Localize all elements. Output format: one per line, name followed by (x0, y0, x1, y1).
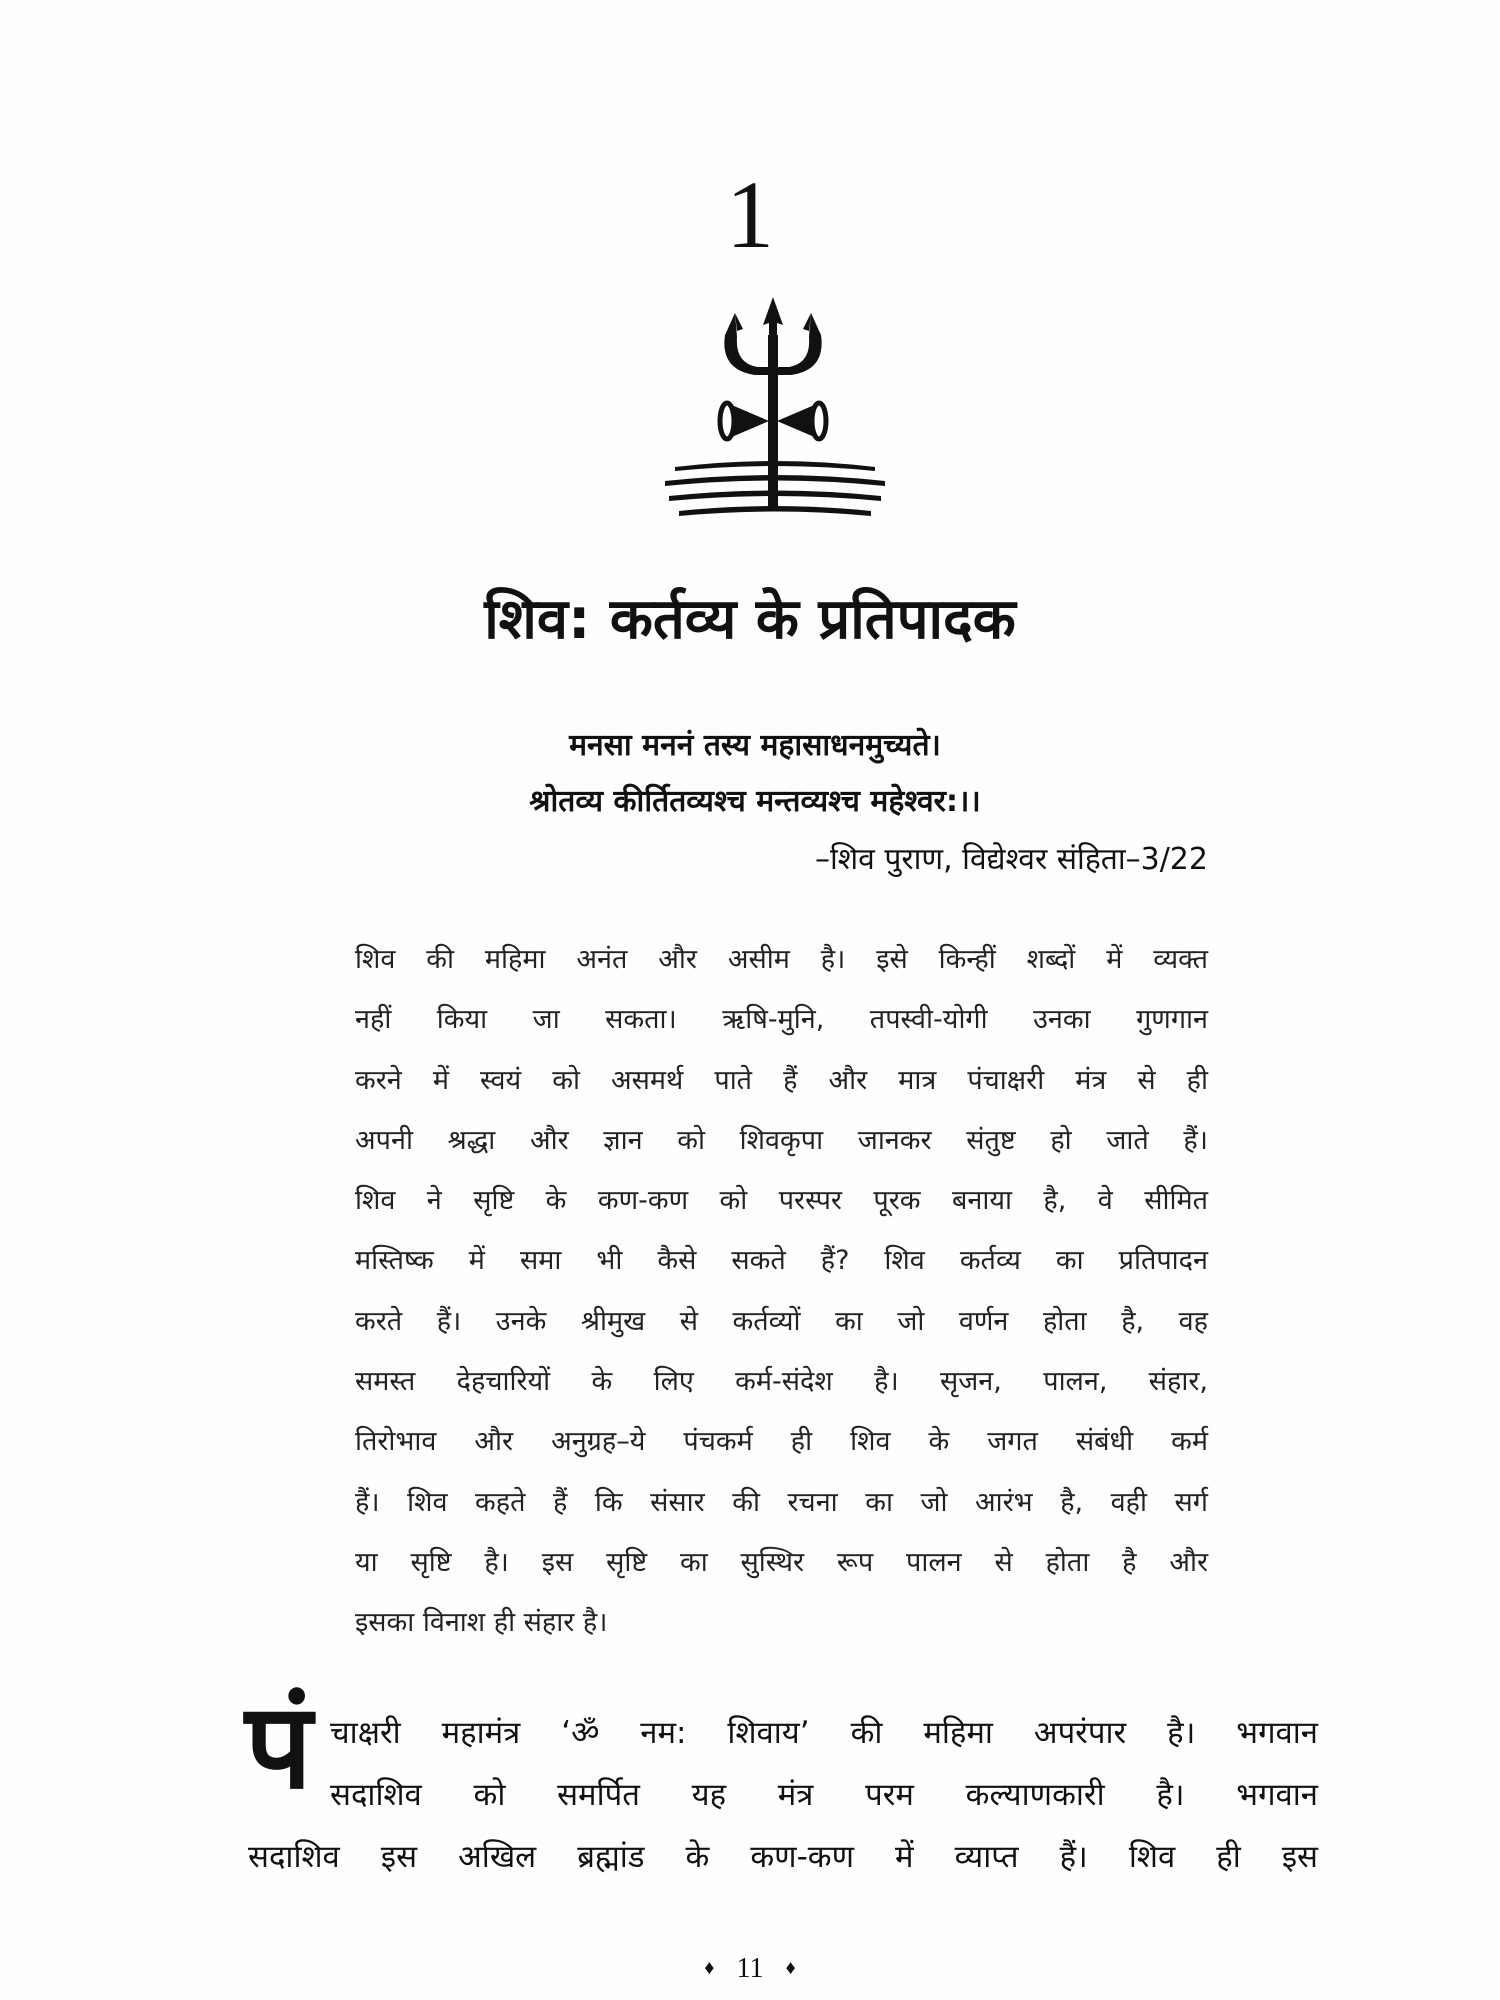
diamond-ornament-icon: ♦ (704, 1957, 715, 1979)
intro-line: नहीं किया जा सकता। ऋषि-मुनि, तपस्वी-योगी उनका गुणगान (355, 1004, 1208, 1036)
intro-line: अपनी श्रद्धा और ज्ञान को शिवकृपा जानकर संतुष्ट हो जाते हैं। (355, 1124, 1208, 1156)
intro-line: मस्तिष्क में समा भी कैसे सकते हैं? शिव कर्तव्य का प्रतिपादन (355, 1245, 1208, 1277)
trishul-damaru-icon (665, 295, 885, 525)
intro-line: तिरोभाव और अनुग्रह–ये पंचकर्म ही शिव के जगत संबंधी कर्म (355, 1426, 1208, 1458)
body-line: सदाशिव को समर्पित यह मंत्र परम कल्याणकारी है। भगवान (330, 1777, 1318, 1813)
intro-line: समस्त देहचारियों के लिए कर्म-संदेश है। सृजन, पालन, संहार, (355, 1366, 1208, 1398)
drop-cap: पं (245, 1677, 313, 1815)
intro-line: हैं। शिव कहते हैं कि संसार की रचना का जो आरंभ है, वही सर्ग (355, 1486, 1208, 1518)
verse-citation: –शिव पुराण, विद्येश्वर संहिता–3/22 (814, 842, 1208, 877)
chapter-number: 1 (726, 161, 774, 268)
body-paragraph (248, 1702, 1318, 1888)
intro-line: शिव ने सृष्टि के कण-कण को परस्पर पूरक बनाया है, वे सीमित (355, 1185, 1208, 1217)
intro-paragraph (355, 930, 1208, 1654)
chapter-title: शिव: कर्तव्य के प्रतिपादक (484, 587, 1016, 652)
sanskrit-verse (200, 718, 1310, 830)
body-line: चाक्षरी महामंत्र ‘ॐ नम: शिवाय’ की महिमा अपरंपार है। भगवान (330, 1715, 1318, 1751)
diamond-ornament-icon: ♦ (785, 1957, 796, 1979)
page-number: 11 (736, 1953, 764, 1984)
intro-line: करने में स्वयं को असमर्थ पाते हैं और मात्र पंचाक्षरी मंत्र से ही (355, 1064, 1208, 1096)
verse-line: मनसा मननं तस्य महासाधनमुच्यते। (569, 728, 941, 763)
body-line: सदाशिव इस अखिल ब्रह्मांड के कण-कण में व्याप्त हैं। शिव ही इस (248, 1839, 1318, 1875)
intro-line: इसका विनाश ही संहार है। (355, 1607, 608, 1639)
intro-line: शिव की महिमा अनंत और असीम है। इसे किन्हीं शब्दों में व्यक्त (355, 944, 1208, 975)
verse-line: श्रोतव्य कीर्तितव्यश्च मन्तव्यश्च महेश्वर:।। (529, 784, 981, 819)
page-footer (0, 1950, 1500, 1987)
intro-line: करते हैं। उनके श्रीमुख से कर्तव्यों का जो वर्णन होता है, वह (355, 1305, 1208, 1337)
intro-line: या सृष्टि है। इस सृष्टि का सुस्थिर रूप पालन से होता है और (355, 1546, 1208, 1578)
